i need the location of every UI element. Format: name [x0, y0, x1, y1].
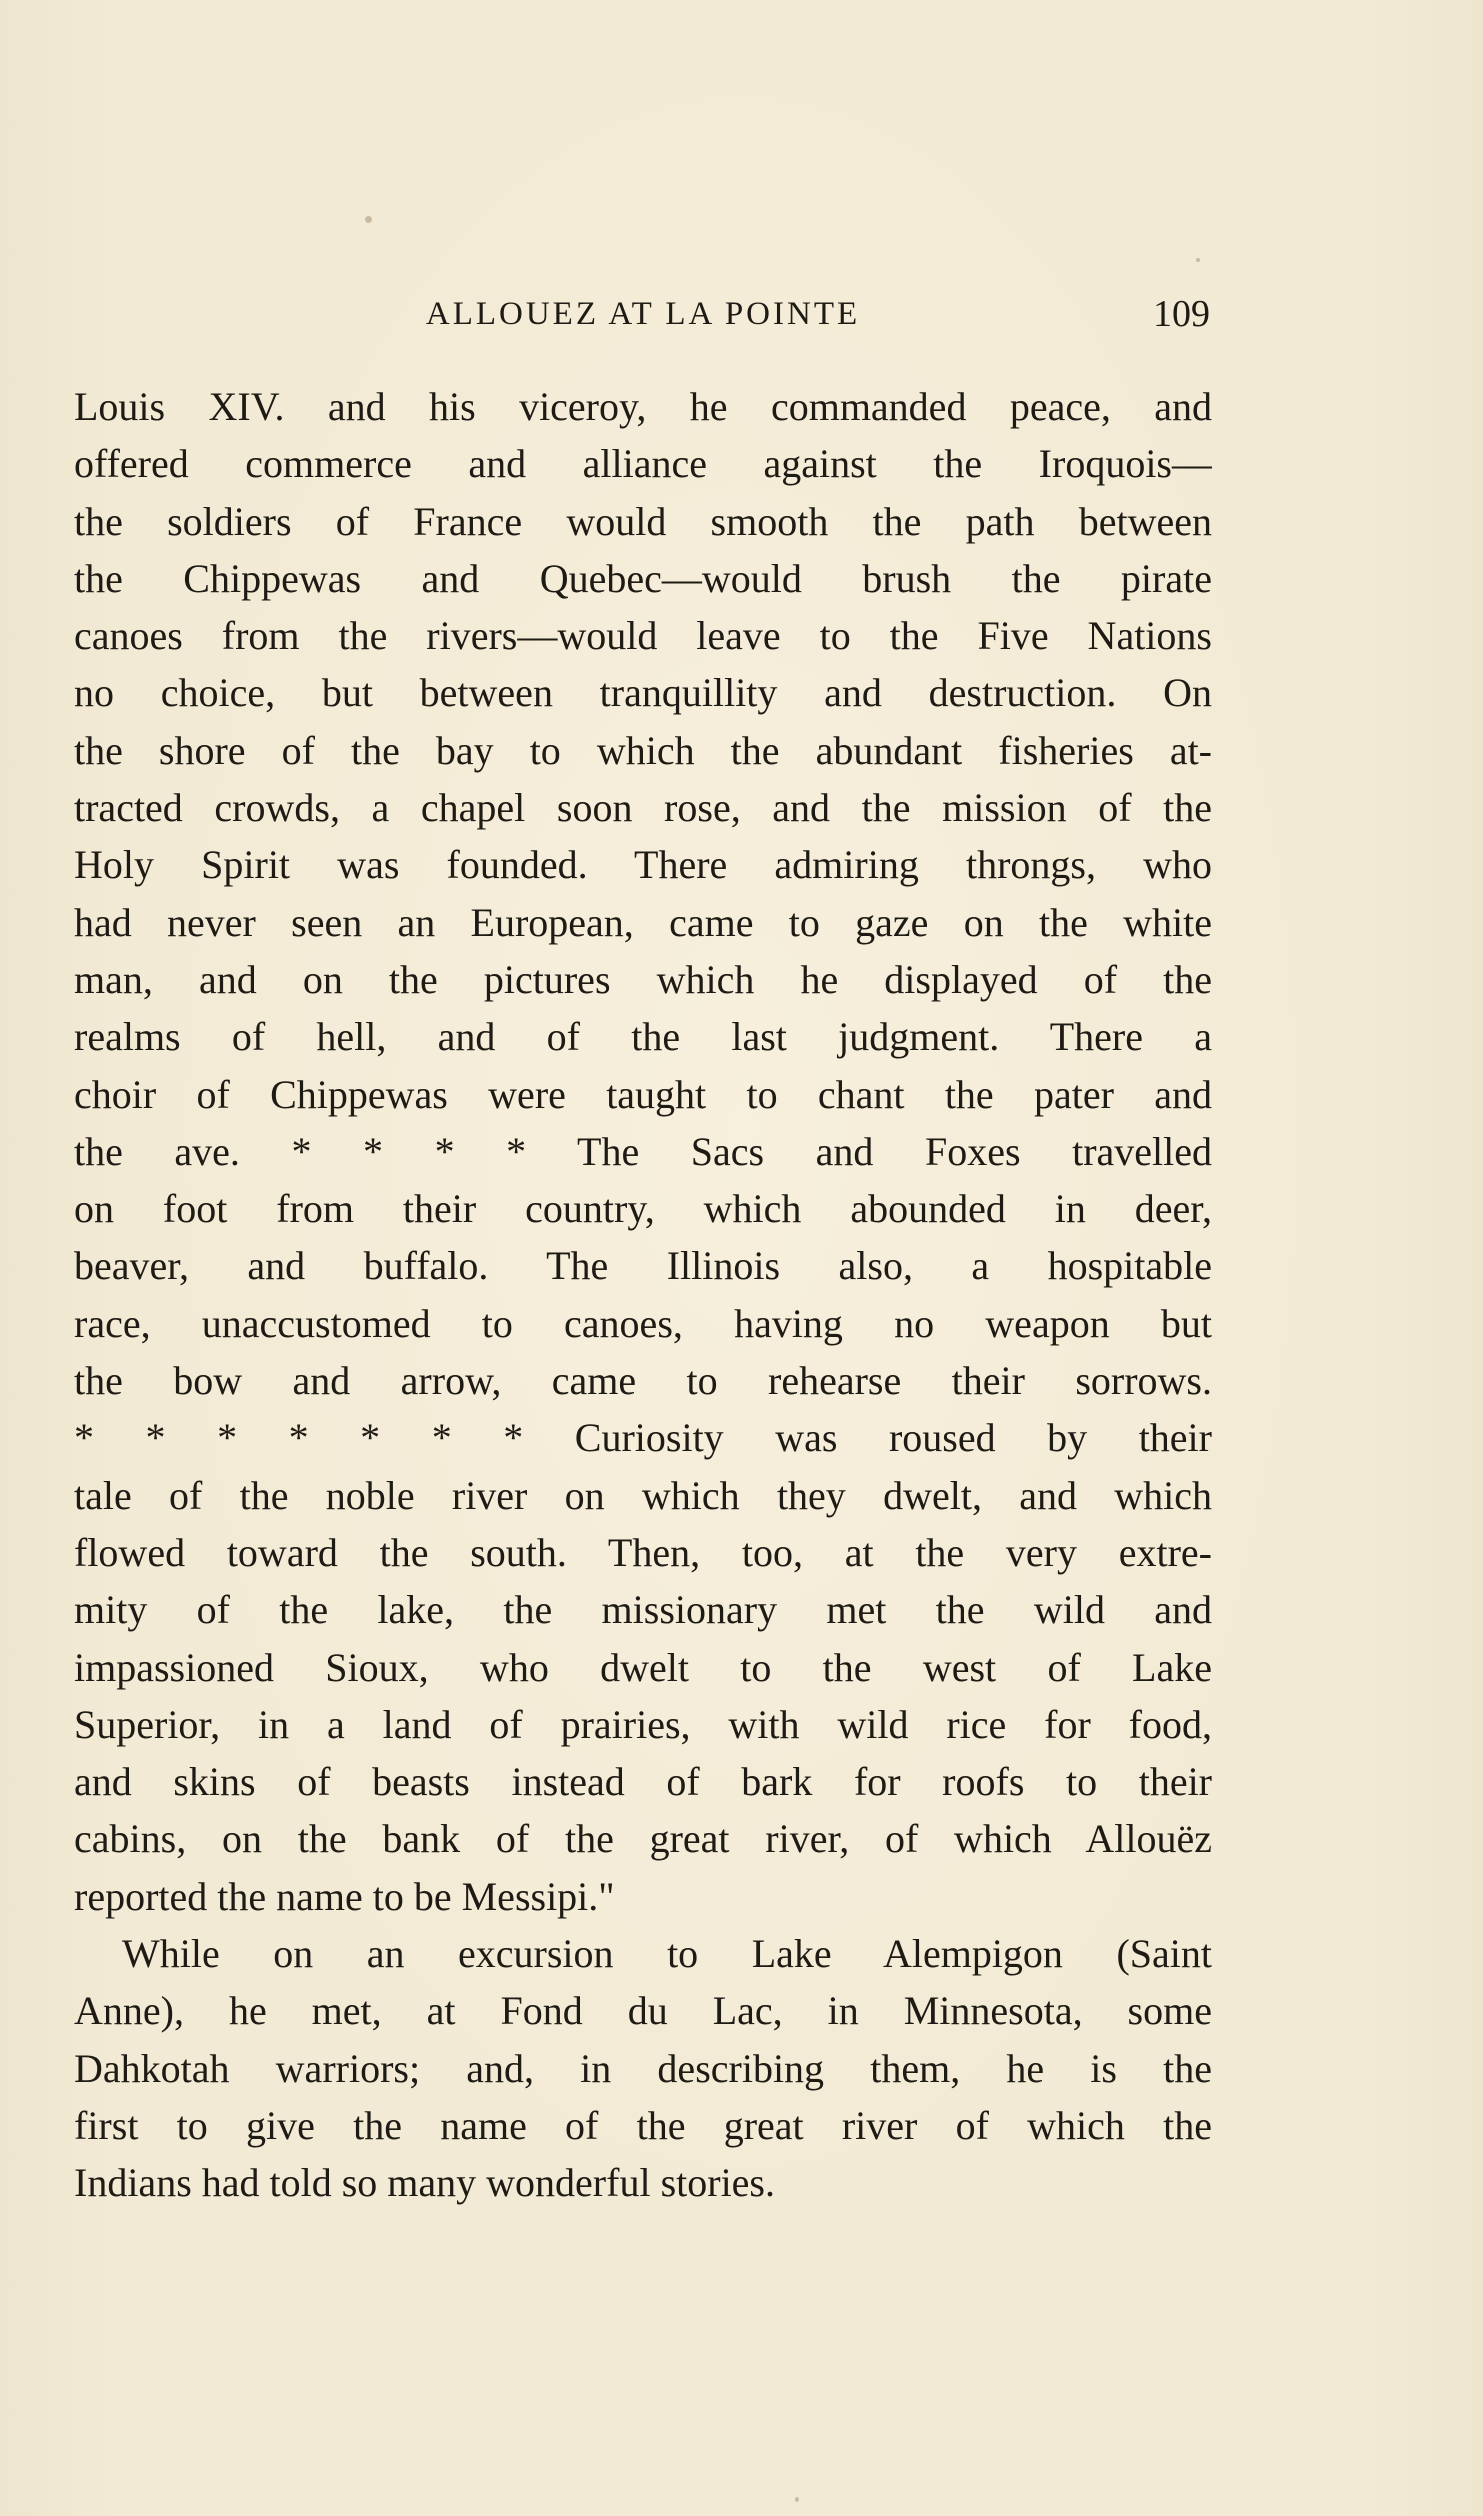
text-line: offered commerce and alliance against the Iroquois—	[74, 441, 1212, 487]
text-line: cabins, on the bank of the great river, of which Allouëz	[74, 1816, 1212, 1862]
text-line: had never seen an European, came to gaze on the white	[74, 899, 1212, 945]
text-line: Louis XIV. and his viceroy, he commanded peace, and	[74, 384, 1212, 429]
text-line: Dahkotah warriors; and, in describing them, he is the	[74, 2045, 1212, 2091]
text-line: the ave. * * * * The Sacs and Foxes travelled	[74, 1128, 1212, 1174]
text-line: first to give the name of the great river of which the	[74, 2102, 1212, 2148]
text-line: the soldiers of France would smooth the path between	[74, 498, 1212, 544]
paper-speck	[795, 2497, 799, 2502]
text-line: impassioned Sioux, who dwelt to the west of Lake	[74, 1644, 1212, 1690]
page-header	[74, 292, 1212, 342]
text-line: tale of the noble river on which they dwelt, and which	[74, 1472, 1212, 1518]
text-line: realms of hell, and of the last judgment. There a	[74, 1014, 1212, 1060]
text-line: the Chippewas and Quebec—would brush the pirate	[74, 555, 1212, 601]
text-line: and skins of beasts instead of bark for roofs to their	[74, 1759, 1212, 1805]
paper-speck	[365, 216, 372, 223]
text-line: Superior, in a land of prairies, with wild rice for food,	[74, 1701, 1212, 1747]
text-line: Anne), he met, at Fond du Lac, in Minnesota, some	[74, 1988, 1212, 2034]
text-line: the shore of the bay to which the abundant fisheries at-	[74, 727, 1212, 773]
text-line: tracted crowds, a chapel soon rose, and the mission of the	[74, 785, 1212, 831]
text-line: While on an excursion to Lake Alempigon (Saint	[122, 1931, 1212, 1977]
text-line: race, unaccustomed to canoes, having no weapon but	[74, 1300, 1212, 1346]
text-line: on foot from their country, which abounded in deer,	[74, 1186, 1212, 1232]
text-line: Indians had told so many wonderful stories.	[74, 2160, 775, 2206]
body-text	[74, 378, 1212, 2212]
text-line: reported the name to be Messipi."	[74, 1873, 615, 1919]
text-line: beaver, and buffalo. The Illinois also, a hospitable	[74, 1243, 1212, 1289]
paper-speck	[1196, 258, 1200, 262]
text-line: man, and on the pictures which he displayed of the	[74, 956, 1212, 1002]
text-line: * * * * * * * Curiosity was roused by their	[74, 1415, 1212, 1461]
text-line: Holy Spirit was founded. There admiring throngs, who	[74, 842, 1212, 888]
page-number: 109	[1153, 293, 1210, 335]
text-line: mity of the lake, the missionary met the wild and	[74, 1587, 1212, 1633]
text-line: flowed toward the south. Then, too, at the very extre-	[74, 1529, 1212, 1575]
text-line: canoes from the rivers—would leave to the Five Nations	[74, 613, 1212, 659]
running-title: ALLOUEZ AT LA POINTE	[425, 296, 861, 332]
text-line: the bow and arrow, came to rehearse their sorrows.	[74, 1358, 1212, 1404]
text-line: choir of Chippewas were taught to chant the pater and	[74, 1071, 1212, 1117]
text-line: no choice, but between tranquillity and destruction. On	[74, 670, 1212, 716]
